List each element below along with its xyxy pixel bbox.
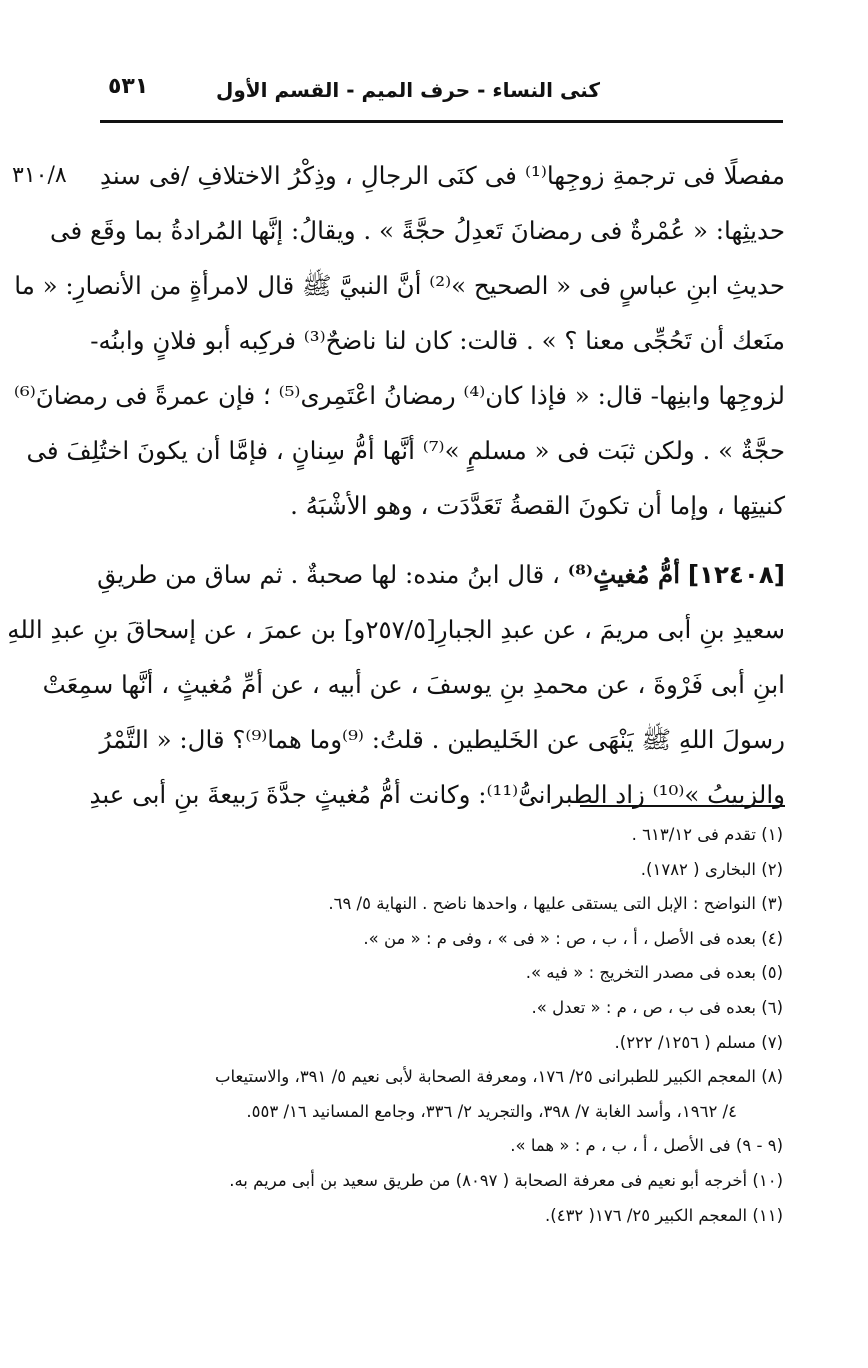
footnote: (٦) بعده فى ب ، ص ، م : « تعدل ». (531, 997, 783, 1017)
footnote: (٢) البخارى ( ١٧٨٢). (640, 859, 783, 879)
footnote: (٧) مسلم ( ١٢٥٦/ ٢٢٢). (614, 1032, 783, 1052)
text-line: حديثِ ابنِ عباسٍ فى « الصحيح »⁽²⁾ أنَّ النبيَّ ﷺ قال لامرأةٍ من الأنصارِ: « ما (14, 271, 785, 300)
paragraph-gap (100, 533, 785, 547)
entry-heading-line (97, 547, 785, 602)
text-line: والزبيبُ »⁽¹⁰⁾ زاد الطبرانىُّ⁽¹¹⁾: وكانت أمُّ مُغيثٍ جدَّةَ رَبيعةَ بنِ أبى عبدِ (89, 780, 785, 809)
footnote: (١) تقدم فى ٦١٣/١٢ . (631, 825, 783, 844)
text-line: منَعك أن تَحُجِّى معنا ؟ » . قالت: كان لنا ناضحٌ⁽³⁾ فركِبه أبو فلانٍ وابنُه- (90, 326, 785, 355)
text-line: سعيدِ بنِ أبى مريمَ ، عن عبدِ الجبارِ[٢٥٧/٥و] بن عمرَ ، عن إسحاقَ بنِ عبدِ اللهِ (7, 615, 785, 644)
entry-name: أمُّ مُغيثٍ⁽⁸⁾ (567, 560, 681, 589)
margin-reference: ٣١٠/٨ (12, 163, 67, 188)
text-line: رسولَ اللهِ ﷺ يَنْهَى عن الخَليطين . قلتُ: ⁽⁹⁾وما هما⁽⁹⁾؟ قال: « التَّمْرُ (99, 725, 785, 754)
text-line: كنيتِها ، وإما أن تكونَ القصةُ تَعَدَّدَت ، وهو الأشْبَهُ . (290, 491, 785, 520)
entry-text: ، قال ابنُ منده: لها صحبةٌ . ثم ساق من طريقِ (97, 560, 560, 589)
footnote: (٨) المعجم الكبير للطبرانى ٢٥/ ١٧٦، ومعرفة الصحابة لأبى نعيم ٥/ ٣٩١، والاستيعاب (214, 1067, 783, 1087)
page-header (100, 70, 785, 112)
footnote: (٩ - ٩) فى الأصل ، أ ، ب ، م : « هما ». (510, 1136, 783, 1156)
footnote: (١١) المعجم الكبير ٢٥/ ١٧٦( ٤٣٢). (545, 1205, 783, 1225)
footnote-continuation: ٤/ ١٩٦٢، وأسد الغابة ٧/ ٣٩٨، والتجريد ٢/ ٣٣٦، وجامع المسانيد ١٦/ ٥٥٣. (246, 1101, 737, 1121)
footnotes (95, 818, 783, 1233)
text-line: حديثِها: « عُمْرةٌ فى رمضانَ تَعدِلُ حجَّةً » . ويقالُ: إنَّها المُرادةُ بما وقَع فى (50, 216, 785, 245)
header-rule (100, 120, 783, 123)
text-line: حجَّةٌ » . ولكن ثبَت فى « مسلمٍ »⁽⁷⁾ أنَّها أمُّ سِنانٍ ، فإمَّا أن يكونَ اختُلِفَ فى (26, 436, 785, 465)
footnote: (١٠) أخرجه أبو نعيم فى معرفة الصحابة ( ٨٠٩٧) من طريق سعيد بن أبى مريم به. (229, 1170, 783, 1190)
text-line: لزوجِها وابنِها- قال: « فإذا كان⁽⁴⁾ رمضانُ اعْتَمِرى⁽⁵⁾ ؛ فإن عمرةً فى رمضانَ⁽⁶⁾ (13, 381, 785, 410)
footnote: (٥) بعده فى مصدر التخريج : « فيه ». (525, 963, 783, 983)
entry-number: [١٢٤٠٨] (687, 560, 785, 589)
footnote: (٣) النواضح : الإبل التى يستقى عليها ، واحدها ناضح . النهاية ٥/ ٦٩. (328, 894, 783, 914)
text-line: ابنِ أبى فَرْوةَ ، عن محمدِ بنِ يوسفَ ، عن أبيه ، عن أمِّ مُغيثٍ ، أنَّها سمِعَتْ (42, 670, 785, 699)
running-title: كنى النساء - حرف الميم - القسم الأول (215, 78, 600, 102)
page-number: ٥٣١ (108, 74, 149, 99)
footnote: (٤) بعده فى الأصل ، أ ، ب ، ص : « فى » ، وفى م : « من ». (363, 928, 783, 948)
footnote-rule (580, 805, 785, 807)
text-line: مفصلًا فى ترجمةِ زوجِها⁽¹⁾ فى كنَى الرجالِ ، وذِكْرُ الاختلافِ /فى سندِ (100, 161, 785, 190)
